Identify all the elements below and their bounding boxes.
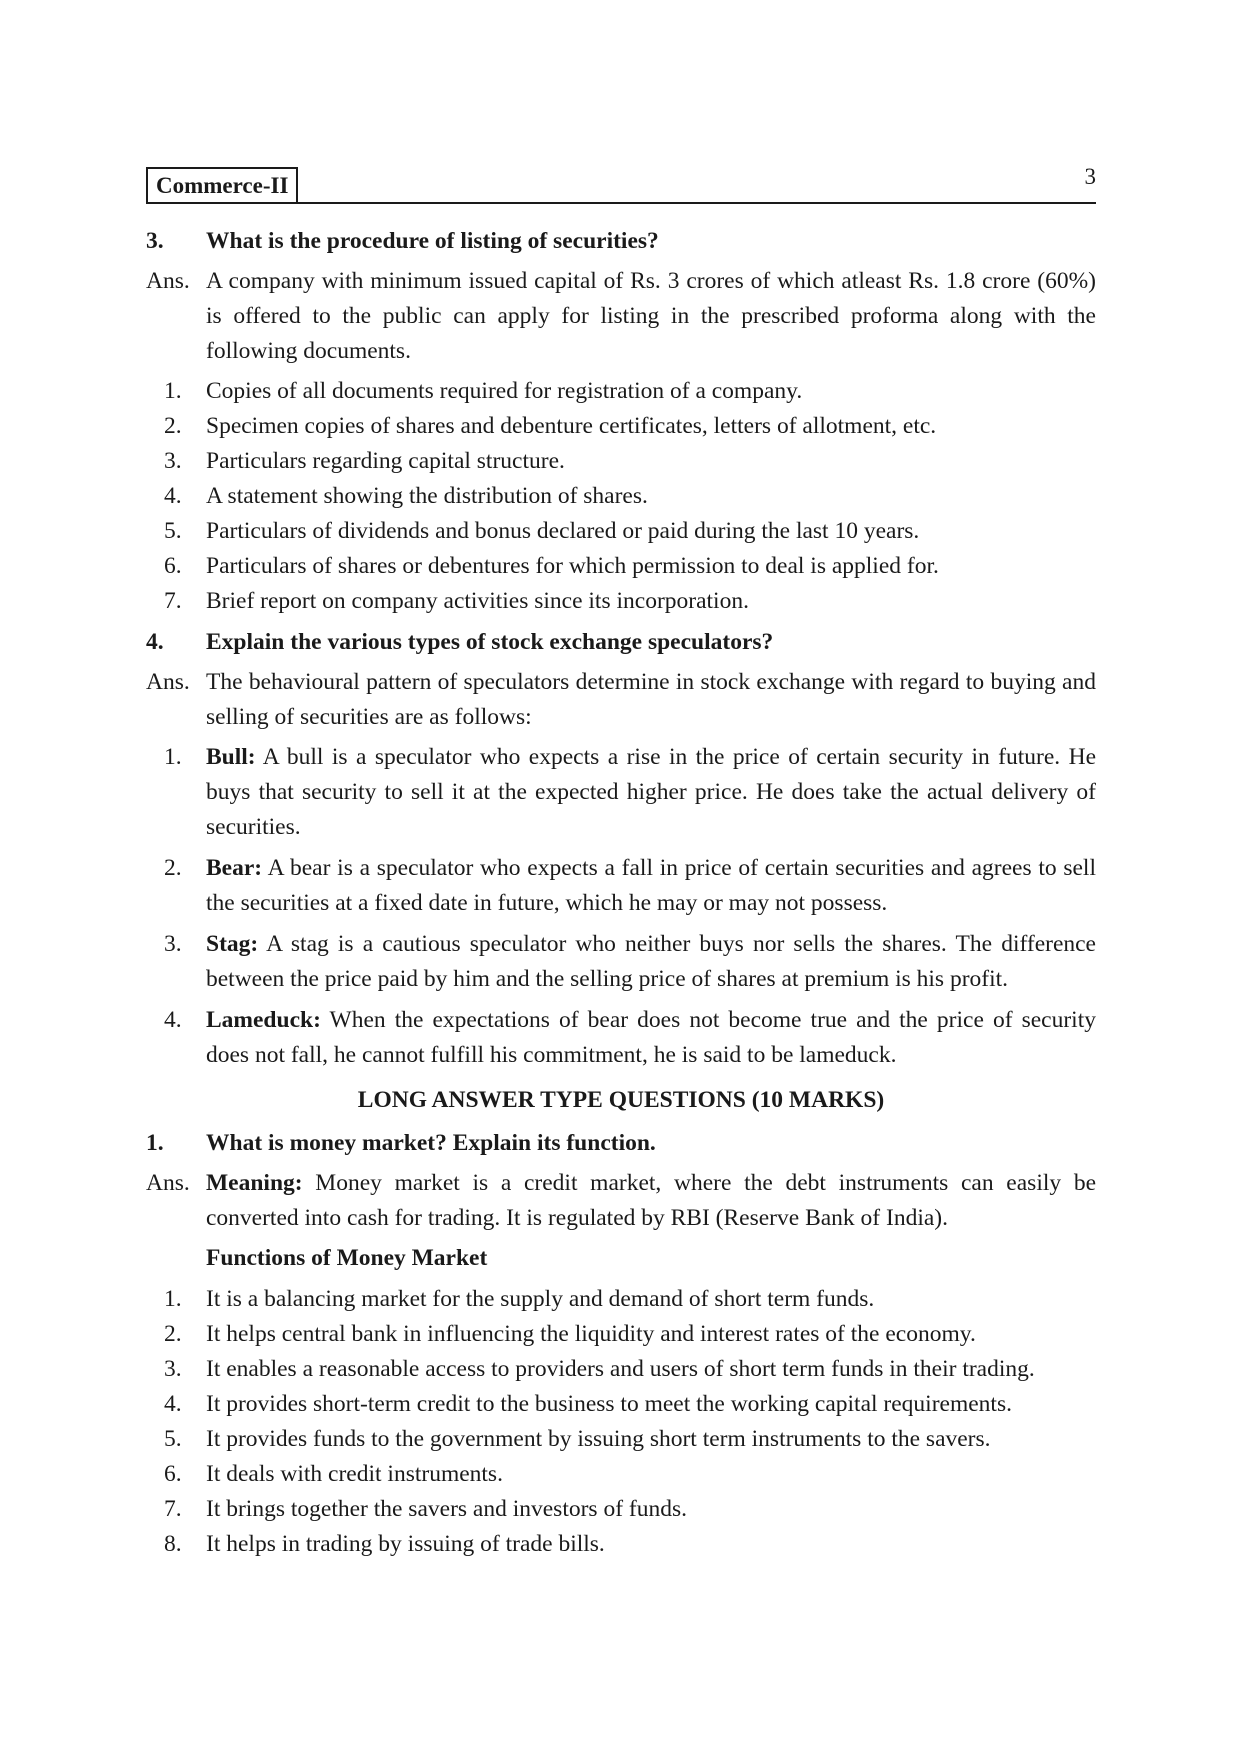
answer-term: Meaning: — [206, 1170, 303, 1196]
item-number: 8. — [164, 1531, 182, 1557]
item-number: 2. — [164, 413, 182, 439]
page-number: 3 — [1084, 164, 1096, 189]
item-number: 1. — [164, 378, 182, 404]
list-item — [146, 1317, 1096, 1352]
item-term: Stag: — [206, 931, 259, 957]
question-number: 3. — [146, 228, 164, 254]
subject-label: Commerce-II — [146, 167, 298, 204]
answer-label: Ans. — [146, 268, 190, 294]
item-number: 3. — [164, 448, 182, 474]
item-number: 7. — [164, 1496, 182, 1522]
list-item — [146, 549, 1096, 584]
long-question-1 — [146, 1126, 1096, 1161]
item-text: It helps in trading by issuing of trade bills. — [206, 1531, 605, 1557]
answer-text: A company with minimum issued capital of Rs. 3 crores of which atleast Rs. 1.8 crore (60%) is offered to the public can apply for listing in the prescribed proforma along with the following documents. — [206, 268, 1096, 364]
answer-4 — [146, 665, 1096, 735]
item-text: When the expectations of bear does not become true and the price of security does not fall, he cannot fulfill his commitment, he is said to be lameduck. — [206, 1007, 1096, 1068]
item-text: A bear is a speculator who expects a fall in price of certain securities and agrees to sell the securities at a fixed date in future, which he may or may not possess. — [206, 855, 1096, 916]
item-text: Brief report on company activities since its incorporation. — [206, 588, 749, 614]
item-number: 1. — [164, 744, 182, 770]
list-item — [146, 1387, 1096, 1422]
list-item — [146, 1527, 1096, 1562]
item-text: It enables a reasonable access to providers and users of short term funds in their trading. — [206, 1356, 1035, 1382]
item-text: Copies of all documents required for registration of a company. — [206, 378, 803, 404]
item-number: 6. — [164, 553, 182, 579]
answer-text: Money market is a credit market, where the debt instruments can easily be converted into cash for trading. It is regulated by RBI (Reserve Bank of India). — [206, 1170, 1096, 1231]
question-text: What is the procedure of listing of securities? — [206, 228, 659, 254]
answer-text: The behavioural pattern of speculators determine in stock exchange with regard to buying and selling of securities are as follows: — [206, 669, 1096, 730]
item-text: It is a balancing market for the supply and demand of short term funds. — [206, 1286, 875, 1312]
speculator-stag — [146, 927, 1096, 997]
question-4 — [146, 625, 1096, 660]
long-answer-1 — [146, 1166, 1096, 1236]
item-number: 5. — [164, 518, 182, 544]
document-page — [146, 160, 1096, 1562]
item-text: Particulars regarding capital structure. — [206, 448, 565, 474]
list-item — [146, 444, 1096, 479]
item-text: It provides funds to the government by issuing short term instruments to the savers. — [206, 1426, 991, 1452]
section-heading: LONG ANSWER TYPE QUESTIONS (10 MARKS) — [357, 1087, 885, 1113]
item-term: Bull: — [206, 744, 256, 770]
sub-heading: Functions of Money Market — [206, 1245, 488, 1271]
item-text: It helps central bank in influencing the liquidity and interest rates of the economy. — [206, 1321, 976, 1347]
item-term: Lameduck: — [206, 1007, 321, 1033]
item-number: 4. — [164, 1007, 182, 1033]
item-term: Bear: — [206, 855, 263, 881]
list-item — [146, 1282, 1096, 1317]
list-item — [146, 479, 1096, 514]
item-text: A stag is a cautious speculator who neither buys nor sells the shares. The difference between the price paid by him and the selling price of shares at premium is his profit. — [206, 931, 1096, 992]
list-item — [146, 1457, 1096, 1492]
question-number: 4. — [146, 629, 164, 655]
item-number: 3. — [164, 931, 182, 957]
question-text: What is money market? Explain its function. — [206, 1130, 656, 1156]
list-item — [146, 374, 1096, 409]
speculator-bear — [146, 851, 1096, 921]
list-item — [146, 409, 1096, 444]
item-number: 6. — [164, 1461, 182, 1487]
list-item — [146, 1492, 1096, 1527]
question-3 — [146, 224, 1096, 259]
answer-label: Ans. — [146, 1170, 190, 1196]
speculator-bull — [146, 740, 1096, 845]
page-content — [146, 224, 1096, 1562]
item-number: 3. — [164, 1356, 182, 1382]
speculator-lameduck — [146, 1003, 1096, 1073]
question-text: Explain the various types of stock exchange speculators? — [206, 629, 774, 655]
item-text: Particulars of shares or debentures for which permission to deal is applied for. — [206, 553, 939, 579]
item-number: 2. — [164, 855, 182, 881]
item-number: 1. — [164, 1286, 182, 1312]
list-item — [146, 1422, 1096, 1457]
list-item — [146, 514, 1096, 549]
item-number: 4. — [164, 1391, 182, 1417]
item-text: A bull is a speculator who expects a rise in the price of certain security in future. He buys that security to sell it at the expected higher price. He does take the actual delivery of securities. — [206, 744, 1096, 840]
item-number: 7. — [164, 588, 182, 614]
item-text: It deals with credit instruments. — [206, 1461, 503, 1487]
question-number: 1. — [146, 1130, 164, 1156]
item-text: It brings together the savers and investors of funds. — [206, 1496, 687, 1522]
list-item — [146, 1352, 1096, 1387]
answer-3 — [146, 264, 1096, 369]
item-number: 2. — [164, 1321, 182, 1347]
item-number: 5. — [164, 1426, 182, 1452]
item-text: Specimen copies of shares and debenture certificates, letters of allotment, etc. — [206, 413, 937, 439]
item-number: 4. — [164, 483, 182, 509]
item-text: Particulars of dividends and bonus declared or paid during the last 10 years. — [206, 518, 920, 544]
answer-label: Ans. — [146, 669, 190, 695]
list-item — [146, 584, 1096, 619]
item-text: It provides short-term credit to the business to meet the working capital requirements. — [206, 1391, 1012, 1417]
page-header — [146, 160, 1096, 204]
item-text: A statement showing the distribution of shares. — [206, 483, 648, 509]
